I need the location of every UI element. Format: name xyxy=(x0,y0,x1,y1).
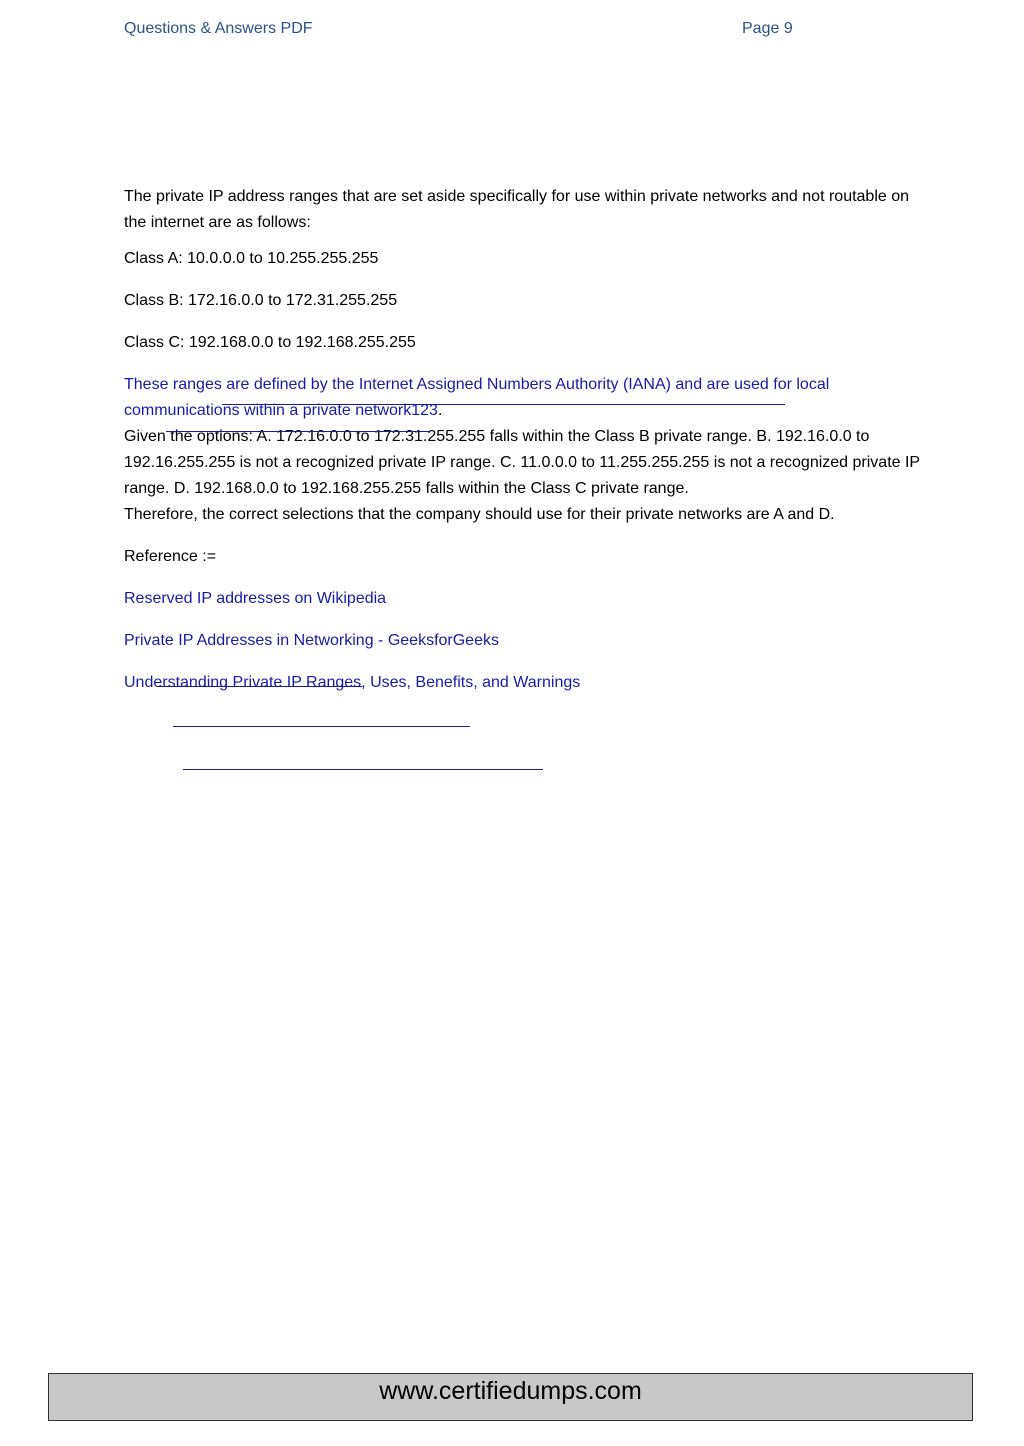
intro-paragraph: The private IP address ranges that are set aside specifically for use within private networks and not routable on the internet are as follows: xyxy=(124,188,910,231)
class-b-range: Class B: 172.16.0.0 to 172.31.255.255 xyxy=(124,292,398,309)
underline-rule xyxy=(166,431,430,432)
underline-rule xyxy=(173,726,470,727)
iana-note-link[interactable]: These ranges are defined by the Internet Assigned Numbers Authority (IANA) and are used for local communications within a private network123 xyxy=(124,376,830,419)
header-title: Questions & Answers PDF xyxy=(124,20,313,37)
link-geeksforgeeks[interactable]: Private IP Addresses in Networking - GeeksforGeeks xyxy=(124,632,499,649)
options-paragraph: Given the options: A. 172.16.0.0 to 172.31.255.255 falls within the Class B private range. B. 192.16.0.0 to 192.16.255.255 is not a recognized private IP range. C. 11.0.0.0 to 11.255.255.255 is not a recognized private IP range. D. 192.168.0.0 to 192.168.255.255 falls within the Class C private range. xyxy=(124,428,920,497)
link-wikipedia[interactable]: Reserved IP addresses on Wikipedia xyxy=(124,590,387,607)
footer-url[interactable]: www.certifiedumps.com xyxy=(379,1377,642,1405)
footer-banner xyxy=(48,1373,973,1421)
answer-explanation xyxy=(124,184,924,696)
underline-rule xyxy=(157,686,362,687)
reference-label: Reference := xyxy=(124,548,217,565)
iana-period: . xyxy=(437,402,443,419)
iana-paragraph xyxy=(124,372,924,424)
underline-rule xyxy=(183,769,543,770)
link-understanding-ranges[interactable]: Understanding Private IP Ranges, Uses, Benefits, and Warnings xyxy=(124,674,581,691)
conclusion-paragraph: Therefore, the correct selections that the company should use for their private networks are A and D. xyxy=(124,506,835,523)
class-c-range: Class C: 192.168.0.0 to 192.168.255.255 xyxy=(124,334,416,351)
class-a-range: Class A: 10.0.0.0 to 10.255.255.255 xyxy=(124,250,379,267)
underline-rule xyxy=(222,404,785,405)
page-number: Page 9 xyxy=(742,20,793,37)
